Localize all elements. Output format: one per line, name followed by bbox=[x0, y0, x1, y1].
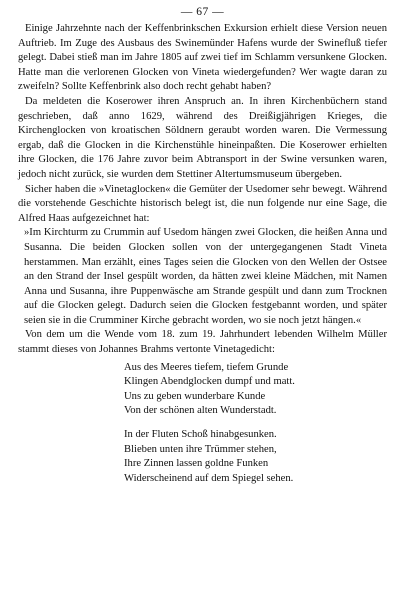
poem-stanza-1 bbox=[124, 361, 387, 419]
paragraph-poem-intro: Von dem um die Wende vom 18. zum 19. Jahrhundert lebenden Wilhelm Müller stammt dieses von Johannes Brahms vertonte Vinetagedicht: bbox=[18, 329, 387, 356]
body-text bbox=[18, 22, 387, 358]
poem-line: Aus des Meeres tiefem, tiefem Grunde bbox=[124, 361, 289, 373]
book-page bbox=[18, 5, 387, 495]
poem-line: Ihre Zinnen lassen goldne Funken bbox=[124, 458, 269, 470]
poem-stanza-2 bbox=[124, 428, 387, 486]
poem-line: Uns zu geben wunderbare Kunde bbox=[124, 390, 266, 402]
poem-line: Klingen Abendglocken dumpf und matt. bbox=[124, 376, 295, 388]
paragraph-koserow-claim: Da meldeten die Koserower ihren Anspruch an. In ihren Kirchenbüchern stand geschrieben, daß anno 1629, während des Dreißigjährigen Krieges, die Kirchenglocken von kroatischen Söldnern geraubt worden waren. Die Vermessung ergab, daß die Glocken in die Kirchenstühle hineinpaßten. Die Koserower erhielten ihre Glocken, die 176 Jahre zuvor beim Abtransport in der Swine versunken waren, jedoch nicht zurück, sie wurden dem Stettiner Altertumsmuseum übergeben. bbox=[18, 95, 387, 180]
paragraph-vineta-bells-found: Einige Jahrzehnte nach der Keffenbrinkschen Exkursion erhielt diese Version neuen Auftrieb. Im Zuge des Ausbaus des Swinemünder Hafens wurde der Swinefluß tiefer gelegt. Dabei stieß man im Jahre 1805 auf zwei tief im Schlamm versunkene Glocken. Hatte man die verlorenen Glocken von Vineta wiedergefunden? Wer wagte daran zu zweifeln? Sollte Keffenbrink also doch recht gehabt haben? bbox=[18, 23, 387, 93]
paragraph-crummin-legend-quote: »Im Kirchturm zu Crummin auf Usedom hängen zwei Glocken, die heißen Anna und Susanna. Die beiden Glocken sollen von der untergegangenen Stadt Vineta herstammen. Man erzählt, eines Tages seien die Glocken von den Wellen der Ostsee an den Strand der Insel gespült worden, da hätten zwei kleine Mädchen, mit Namen Anna und Susanna, ihre Puppenwäsche am Strande gespült und dann zum Trocknen auf die Glocken gelegt. Dadurch seien die Glocken festgebannt worden, und später seien sie in die Crumminer Kirche gebracht worden, wo sie noch jetzt hängen.« bbox=[24, 227, 387, 326]
poem-line: Blieben unten ihre Trümmer stehen, bbox=[124, 443, 277, 455]
poem-line: Widerscheinend auf dem Spiegel sehen. bbox=[124, 472, 294, 484]
poem-line: In der Fluten Schoß hinabgesunken. bbox=[124, 429, 277, 441]
page-number: — 67 — bbox=[180, 6, 225, 18]
vineta-poem bbox=[18, 361, 387, 487]
poem-line: Von der schönen alten Wunderstadt. bbox=[124, 405, 277, 417]
paragraph-legend-intro: Sicher haben die »Vinetaglocken« die Gemüter der Usedomer sehr bewegt. Während die vorstehende Geschichte historisch belegt ist, die nun folgende nur eine Sage, die Alfred Haas aufgezeichnet hat: bbox=[18, 183, 387, 224]
